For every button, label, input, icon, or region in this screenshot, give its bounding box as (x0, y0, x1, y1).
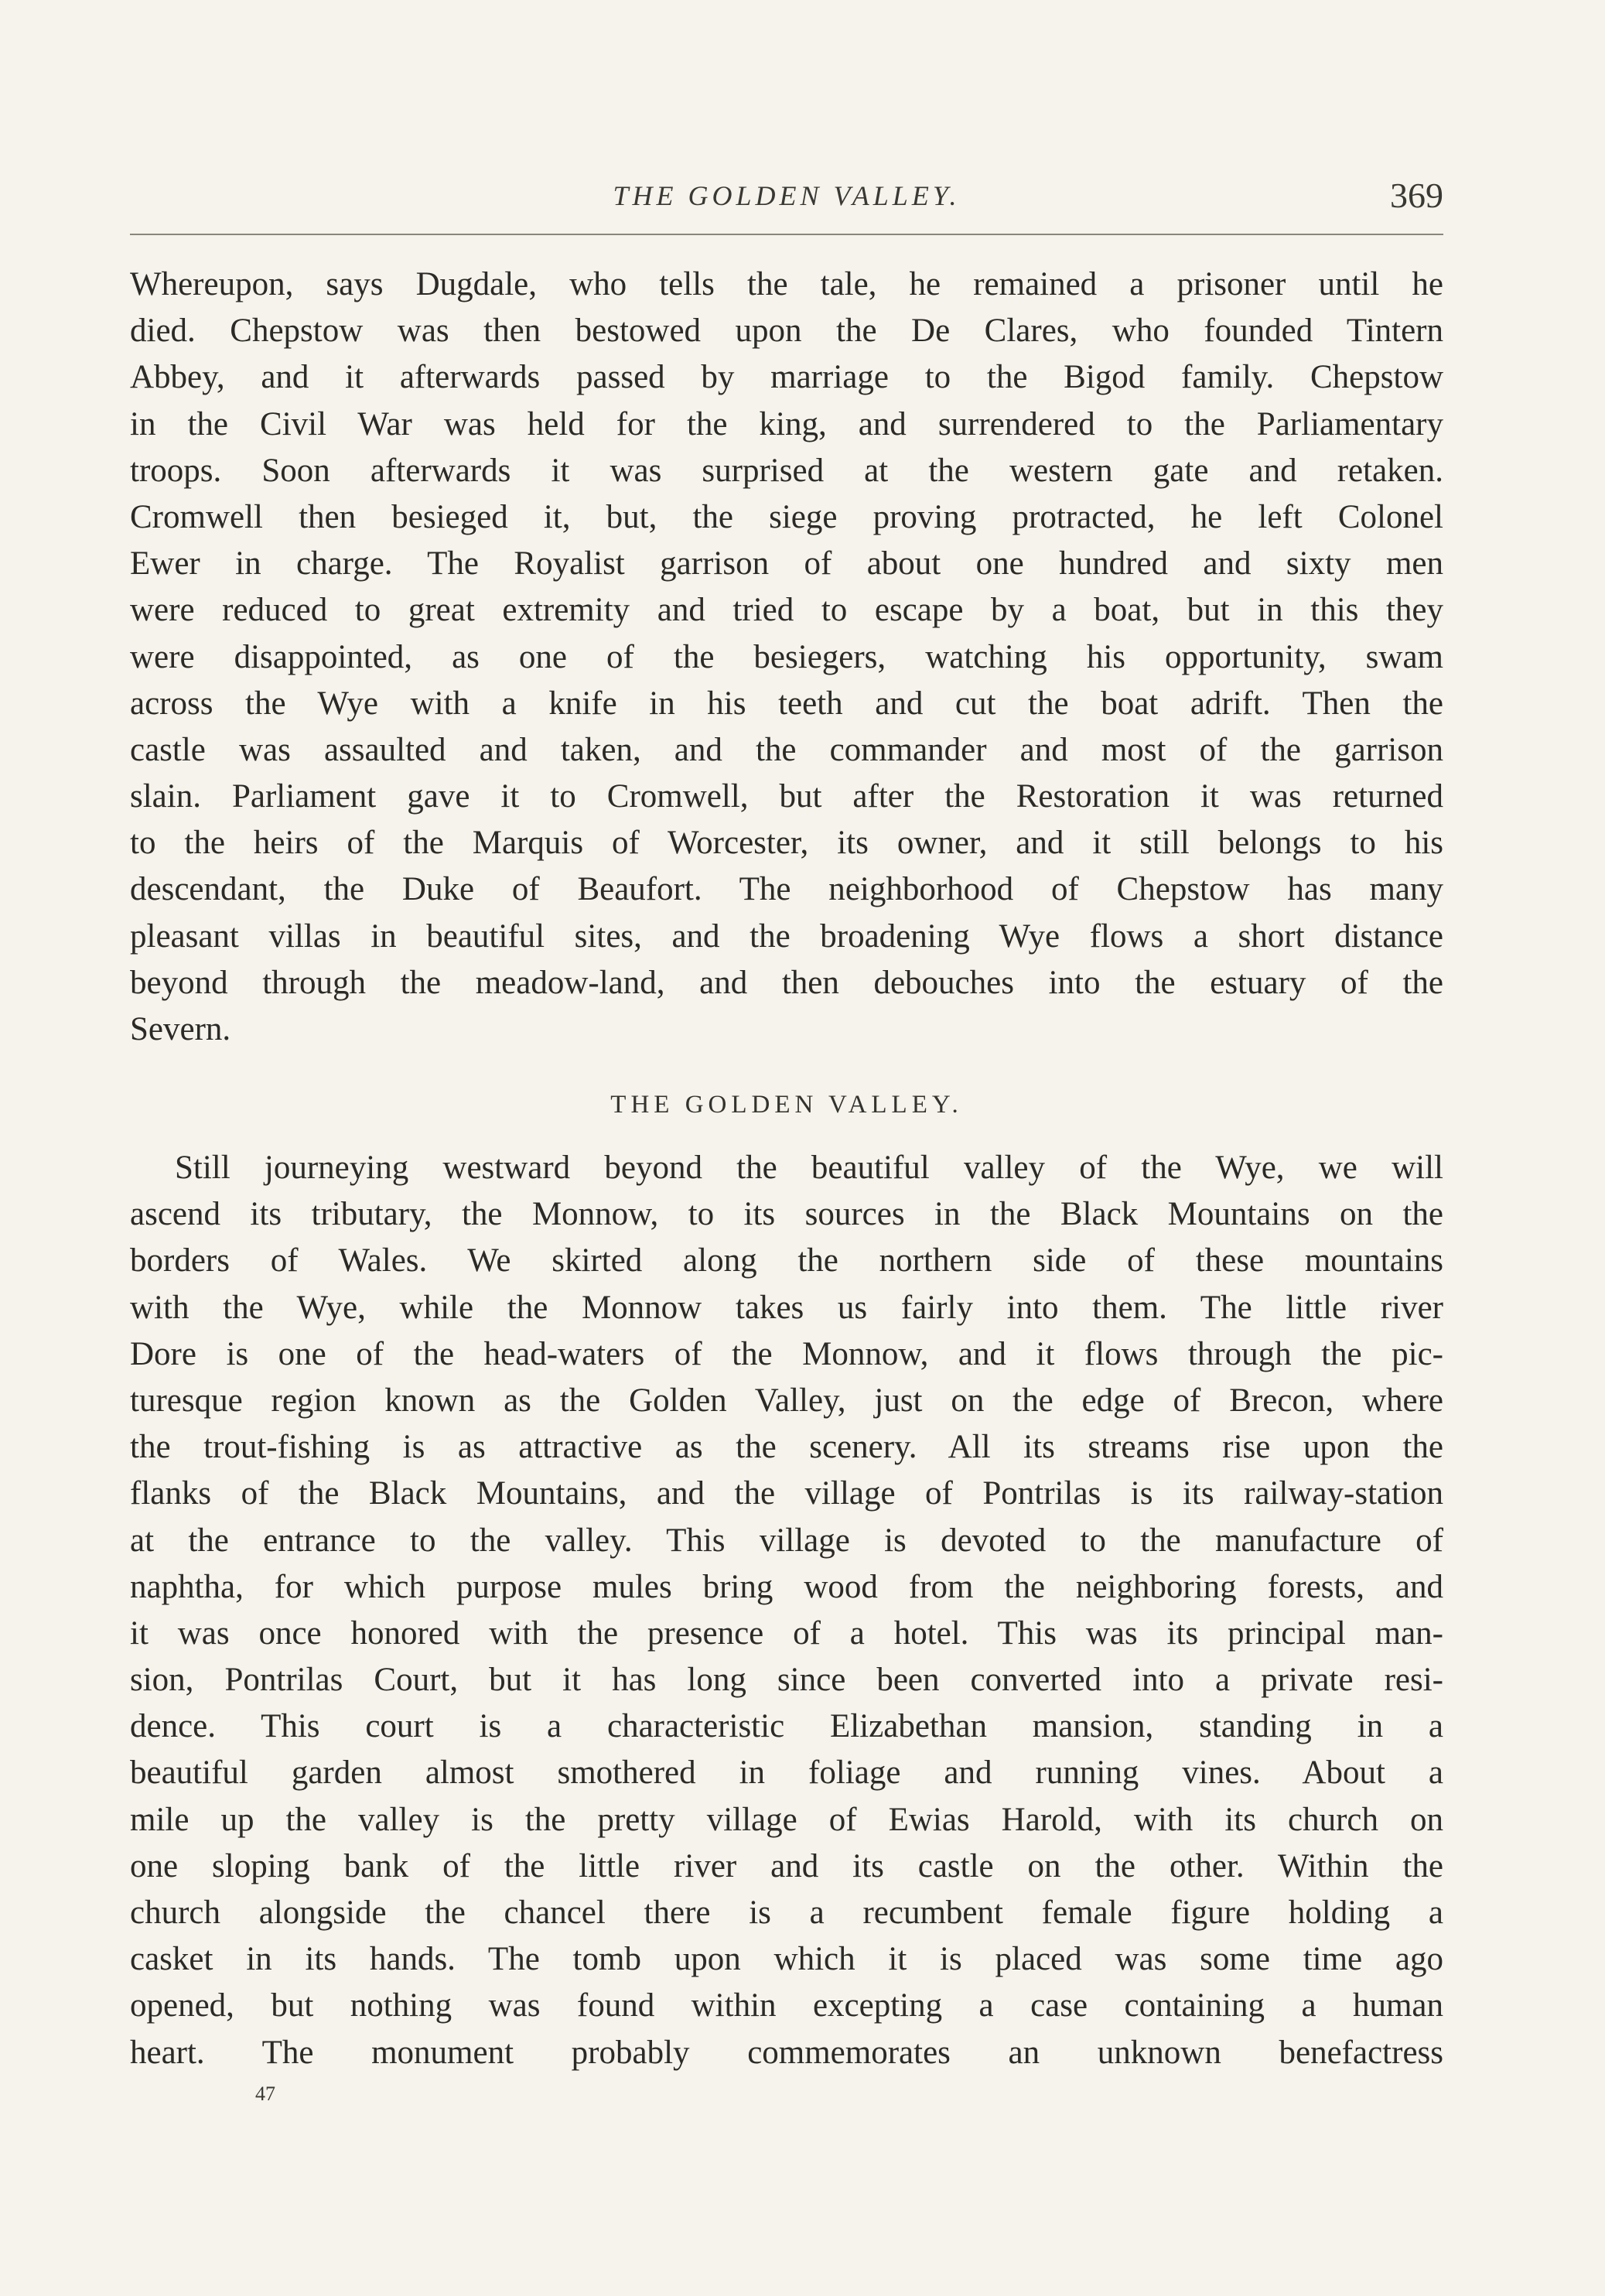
text-line: Ewer in charge. The Royalist garrison of about one hundred and sixty men (130, 545, 1443, 583)
text-line: one sloping bank of the little river and its castle on the other. Within the (130, 1847, 1443, 1884)
text-line: casket in its hands. The tomb upon which it is placed was some time ago (130, 1941, 1443, 1978)
text-line: in the Civil War was held for the king, and surrendered to the Parliamentary (130, 405, 1443, 442)
text-line: heart. The monument probably commemorates an unknown benefactress (130, 2034, 1443, 2071)
text-line: troops. Soon afterwards it was surprised at the western gate and retaken. (130, 452, 1443, 489)
text-line: dence. This court is a characteristic Elizabethan mansion, standing in a (130, 1708, 1443, 1745)
text-line: turesque region known as the Golden Valley, just on the edge of Brecon, where (130, 1382, 1443, 1419)
text-line: naphtha, for which purpose mules bring wood from the neighboring forests, and (130, 1568, 1443, 1605)
text-line: beautiful garden almost smothered in foliage and running vines. About a (130, 1754, 1443, 1792)
text-line: pleasant villas in beautiful sites, and the broadening Wye flows a short distance (130, 917, 1443, 955)
text-line: sion, Pontrilas Court, but it has long since been converted into a private resi- (130, 1662, 1443, 1699)
text-line: slain. Parliament gave it to Cromwell, but after the Restoration it was returned (130, 778, 1443, 815)
paragraph-chepstow (130, 261, 1443, 1053)
text-line: castle was assaulted and taken, and the commander and most of the garrison (130, 731, 1443, 768)
text-line: with the Wye, while the Monnow takes us fairly into them. The little river (130, 1289, 1443, 1326)
text-line: ascend its tributary, the Monnow, to its sources in the Black Mountains on the (130, 1196, 1443, 1233)
text-line: beyond through the meadow-land, and then debouches into the estuary of the (130, 964, 1443, 1001)
paragraph-golden-valley (130, 1145, 1443, 2076)
text-line: at the entrance to the valley. This village is devoted to the manufacture of (130, 1522, 1443, 1559)
text-line: Cromwell then besieged it, but, the siege proving protracted, he left Colonel (130, 498, 1443, 535)
text-line: borders of Wales. We skirted along the northern side of these mountains (130, 1242, 1443, 1280)
text-line: Dore is one of the head-waters of the Monnow, and it flows through the pic- (130, 1335, 1443, 1372)
text-line: opened, but nothing was found within excepting a case containing a human (130, 1987, 1443, 2024)
text-line: descendant, the Duke of Beaufort. The neighborhood of Chepstow has many (130, 871, 1443, 908)
text-line: across the Wye with a knife in his teeth and cut the boat adrift. Then the (130, 685, 1443, 722)
running-title: THE GOLDEN VALLEY. (613, 180, 961, 211)
text-line: Abbey, and it afterwards passed by marriage to the Bigod family. Chepstow (130, 359, 1443, 396)
section-heading: THE GOLDEN VALLEY. (610, 1091, 963, 1119)
text-line: the trout-fishing is as attractive as the scenery. All its streams rise upon the (130, 1429, 1443, 1466)
text-line: flanks of the Black Mountains, and the village of Pontrilas is its railway-station (130, 1475, 1443, 1512)
text-line: mile up the valley is the pretty village of Ewias Harold, with its church on (130, 1801, 1443, 1838)
text-line: were disappointed, as one of the besiegers, watching his opportunity, swam (130, 638, 1443, 675)
text-line: church alongside the chancel there is a recumbent female figure holding a (130, 1895, 1443, 1931)
text-line: were reduced to great extremity and tried to escape by a boat, but in this they (130, 592, 1443, 629)
text-line: died. Chepstow was then bestowed upon the De Clares, who founded Tintern (130, 313, 1443, 350)
header-rule (130, 234, 1443, 235)
text-line: to the heirs of the Marquis of Worcester, its owner, and it still belongs to his (130, 825, 1443, 862)
text-line: Whereupon, says Dugdale, who tells the tale, he remained a prisoner until he (130, 266, 1443, 302)
page-number: 369 (1390, 176, 1443, 215)
text-line: Still journeying westward beyond the beautiful valley of the Wye, we will (175, 1150, 1443, 1186)
text-line: it was once honored with the presence of a hotel. This was its principal man- (130, 1614, 1443, 1652)
text-line: Severn. (130, 1011, 231, 1047)
running-head (130, 176, 1443, 234)
signature-mark: 47 (255, 2082, 275, 2105)
